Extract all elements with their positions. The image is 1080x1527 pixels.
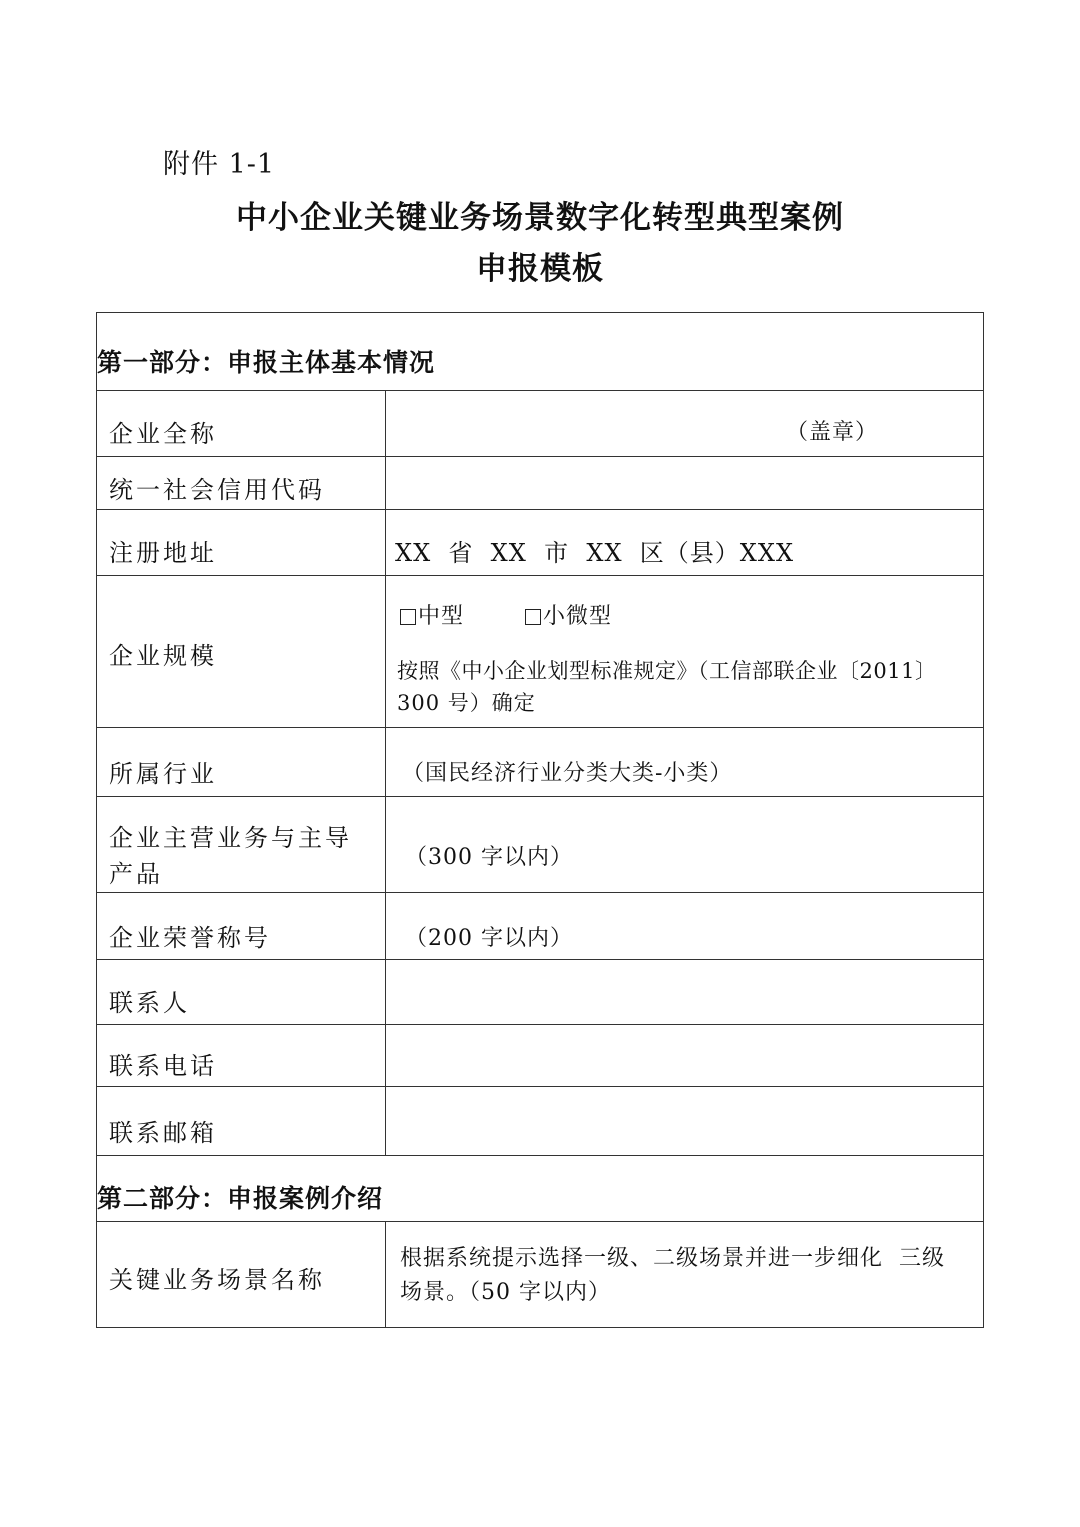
scale-option-medium[interactable] — [400, 600, 464, 633]
label-industry: 所属行业 — [109, 760, 217, 788]
row-divider — [97, 509, 983, 510]
column-divider — [385, 1221, 386, 1327]
scale-option-medium-label: 中型 — [418, 604, 465, 629]
label-company-name: 企业全称 — [109, 420, 217, 448]
checkbox-icon[interactable] — [525, 609, 541, 625]
row-divider — [97, 575, 983, 576]
application-form-table — [96, 312, 984, 1328]
attachment-label: 附件 1-1 — [163, 149, 276, 180]
label-business-products-line1: 企业主营业务与主导 — [109, 824, 352, 852]
label-company-scale: 企业规模 — [109, 642, 217, 670]
row-divider — [97, 892, 983, 893]
section-heading-part2: 第二部分：申报案例介绍 — [97, 1184, 384, 1213]
scale-note-line2: 300 号）确定 — [397, 691, 536, 715]
value-company-seal: （盖章） — [786, 420, 879, 445]
row-divider — [97, 796, 983, 797]
value-scenario-line1: 根据系统提示选择一级、二级场景并进一步细化 三级 — [400, 1246, 945, 1271]
document-subtitle: 申报模板 — [476, 251, 604, 287]
row-divider — [97, 727, 983, 728]
value-scenario-line2: 场景。（50 字以内） — [400, 1280, 611, 1305]
value-business-products: （300 字以内） — [405, 845, 573, 870]
label-scenario-name: 关键业务场景名称 — [109, 1266, 325, 1294]
row-divider — [97, 1221, 983, 1222]
label-contact-phone: 联系电话 — [109, 1052, 217, 1080]
scale-note-line1: 按照《中小企业划型标准规定》（工信部联企业〔2011〕 — [397, 659, 937, 683]
label-credit-code: 统一社会信用代码 — [109, 476, 325, 504]
label-address: 注册地址 — [109, 539, 217, 567]
column-divider — [385, 390, 386, 1155]
value-address: XX 省 XX 市 XX 区（县）XXX — [395, 539, 795, 567]
value-industry: （国民经济行业分类大类-小类） — [402, 761, 733, 786]
row-divider — [97, 390, 983, 391]
section-heading-part1: 第一部分：申报主体基本情况 — [97, 348, 436, 377]
label-honors: 企业荣誉称号 — [109, 924, 271, 952]
row-divider — [97, 1155, 983, 1156]
checkbox-icon[interactable] — [400, 609, 416, 625]
row-divider — [97, 456, 983, 457]
scale-option-small[interactable] — [525, 600, 612, 633]
label-contact-email: 联系邮箱 — [109, 1119, 217, 1147]
scale-option-small-label: 小微型 — [543, 604, 613, 629]
label-contact-person: 联系人 — [109, 989, 190, 1017]
document-title: 中小企业关键业务场景数字化转型典型案例 — [236, 200, 844, 236]
row-divider — [97, 959, 983, 960]
row-divider — [97, 1024, 983, 1025]
value-honors: （200 字以内） — [405, 926, 573, 951]
row-divider — [97, 1086, 983, 1087]
label-business-products-line2: 产品 — [109, 860, 163, 888]
